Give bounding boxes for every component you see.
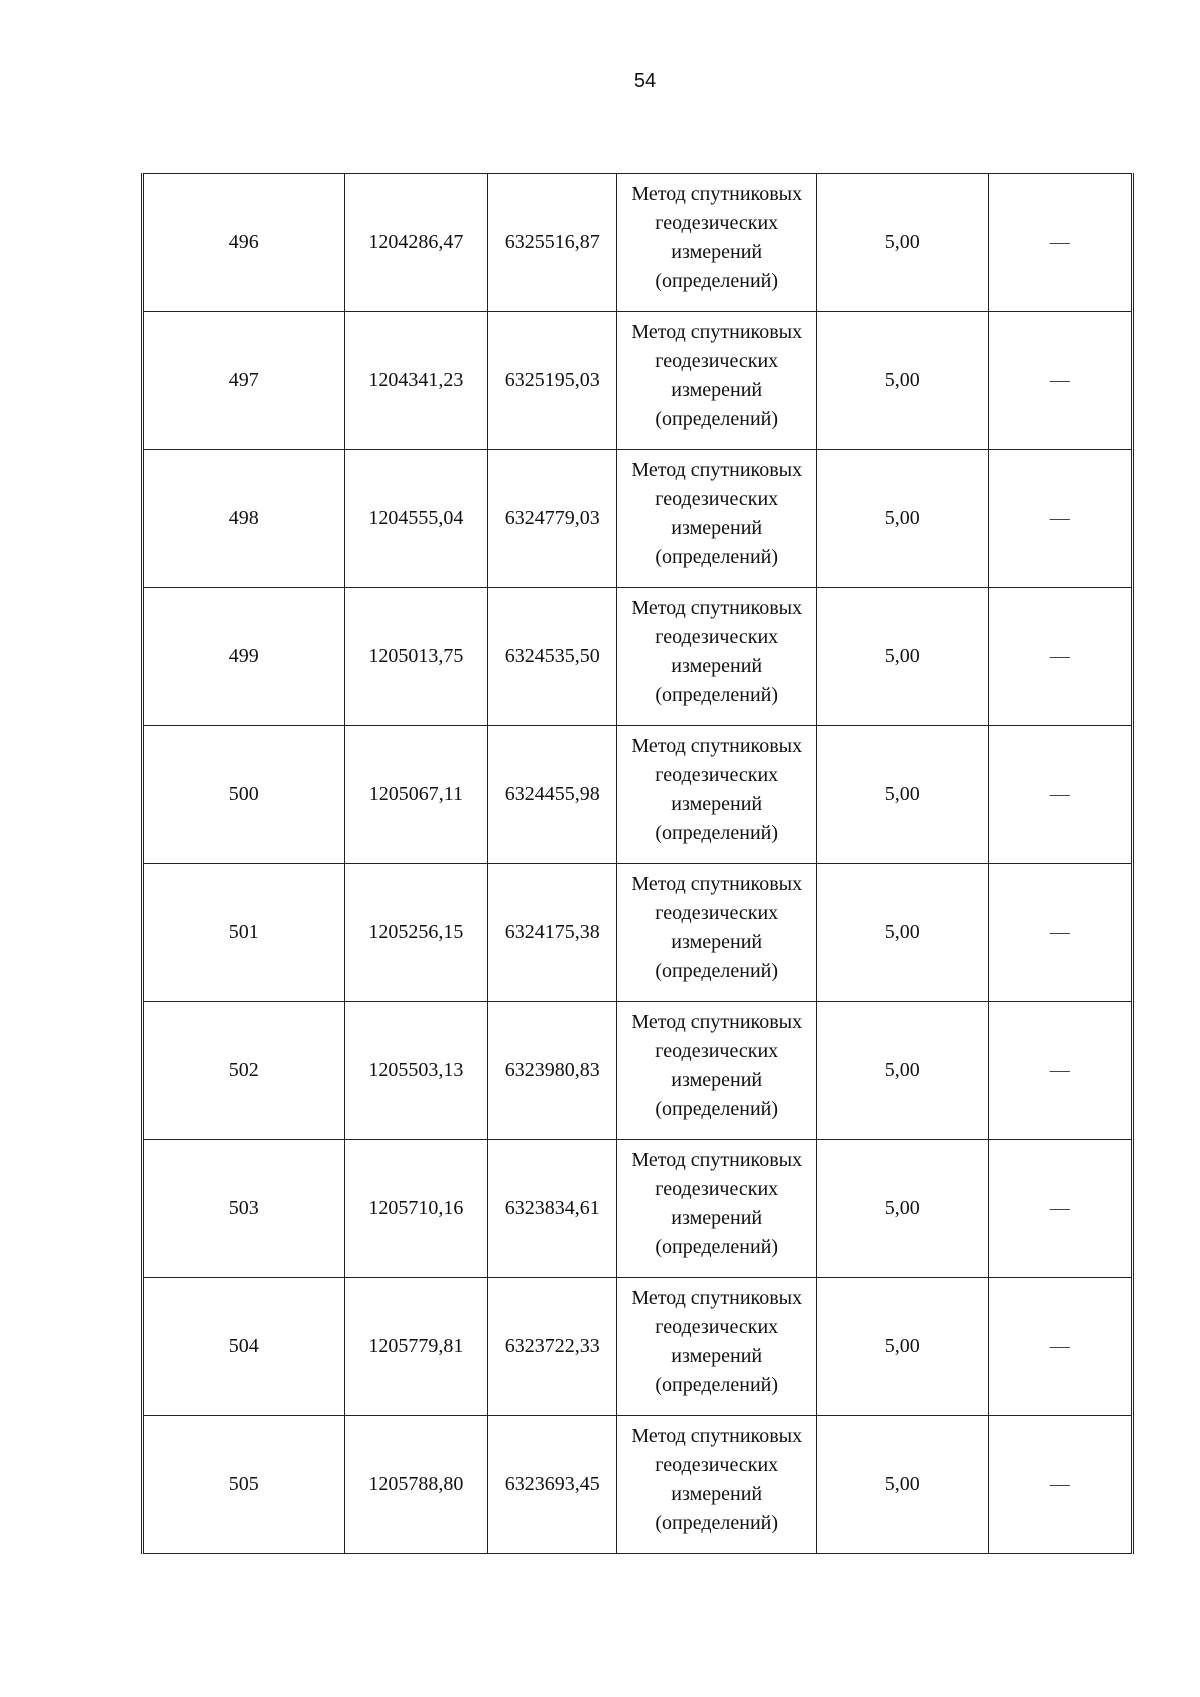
coordinate-y: 6324779,03 (488, 450, 617, 588)
dash-mark: — (1049, 507, 1070, 529)
coordinate-x: 1205067,11 (344, 726, 487, 864)
coordinates-table-container (141, 173, 1134, 1554)
method-text: Метод спутниковых геодезических измерений (определений) (631, 734, 803, 844)
method-cell (617, 864, 817, 1002)
coordinate-y: 6323980,83 (488, 1002, 617, 1140)
coordinates-table (141, 173, 1134, 1554)
point-number: 505 (143, 1416, 345, 1554)
dash-mark: — (1049, 1335, 1070, 1357)
dash-cell (988, 174, 1132, 312)
table-row (143, 1002, 1133, 1140)
method-text: Метод спутниковых геодезических измерений (определений) (631, 320, 803, 430)
table-row (143, 174, 1133, 312)
method-cell (617, 588, 817, 726)
coordinate-y: 6325516,87 (488, 174, 617, 312)
accuracy-value: 5,00 (817, 174, 989, 312)
coordinates-table-body (143, 174, 1133, 1554)
method-cell (617, 1278, 817, 1416)
dash-cell (988, 726, 1132, 864)
method-text: Метод спутниковых геодезических измерений (определений) (631, 872, 803, 982)
point-number: 503 (143, 1140, 345, 1278)
method-text: Метод спутниковых геодезических измерений (определений) (631, 182, 803, 292)
point-number: 498 (143, 450, 345, 588)
coordinate-y: 6323834,61 (488, 1140, 617, 1278)
dash-mark: — (1049, 645, 1070, 667)
dash-cell (988, 1140, 1132, 1278)
point-number: 496 (143, 174, 345, 312)
coordinate-y: 6323693,45 (488, 1416, 617, 1554)
accuracy-value: 5,00 (817, 726, 989, 864)
accuracy-value: 5,00 (817, 1002, 989, 1140)
table-row (143, 726, 1133, 864)
table-row (143, 312, 1133, 450)
method-cell (617, 174, 817, 312)
dash-cell (988, 1002, 1132, 1140)
point-number: 499 (143, 588, 345, 726)
dash-mark: — (1049, 1197, 1070, 1219)
method-text: Метод спутниковых геодезических измерений (определений) (631, 1286, 803, 1396)
method-cell (617, 726, 817, 864)
dash-mark: — (1049, 1059, 1070, 1081)
point-number: 497 (143, 312, 345, 450)
method-cell (617, 1416, 817, 1554)
coordinate-x: 1205788,80 (344, 1416, 487, 1554)
coordinate-y: 6324175,38 (488, 864, 617, 1002)
coordinate-x: 1205256,15 (344, 864, 487, 1002)
point-number: 500 (143, 726, 345, 864)
table-row (143, 1140, 1133, 1278)
method-text: Метод спутниковых геодезических измерений (определений) (631, 458, 803, 568)
accuracy-value: 5,00 (817, 1416, 989, 1554)
table-row (143, 864, 1133, 1002)
table-row (143, 450, 1133, 588)
coordinate-x: 1205013,75 (344, 588, 487, 726)
coordinate-x: 1204341,23 (344, 312, 487, 450)
table-row (143, 588, 1133, 726)
accuracy-value: 5,00 (817, 588, 989, 726)
method-cell (617, 1002, 817, 1140)
dash-cell (988, 450, 1132, 588)
coordinate-y: 6324455,98 (488, 726, 617, 864)
dash-mark: — (1049, 1473, 1070, 1495)
coordinate-y: 6325195,03 (488, 312, 617, 450)
accuracy-value: 5,00 (817, 1140, 989, 1278)
table-row (143, 1278, 1133, 1416)
method-text: Метод спутниковых геодезических измерений (определений) (631, 596, 803, 706)
dash-cell (988, 864, 1132, 1002)
dash-mark: — (1049, 783, 1070, 805)
table-row (143, 1416, 1133, 1554)
coordinate-x: 1204555,04 (344, 450, 487, 588)
coordinate-x: 1205779,81 (344, 1278, 487, 1416)
dash-cell (988, 588, 1132, 726)
accuracy-value: 5,00 (817, 864, 989, 1002)
dash-cell (988, 1278, 1132, 1416)
coordinate-y: 6323722,33 (488, 1278, 617, 1416)
accuracy-value: 5,00 (817, 450, 989, 588)
coordinate-x: 1204286,47 (344, 174, 487, 312)
accuracy-value: 5,00 (817, 1278, 989, 1416)
coordinate-y: 6324535,50 (488, 588, 617, 726)
method-cell (617, 450, 817, 588)
dash-mark: — (1049, 921, 1070, 943)
method-cell (617, 1140, 817, 1278)
dash-cell (988, 1416, 1132, 1554)
dash-mark: — (1049, 231, 1070, 253)
point-number: 501 (143, 864, 345, 1002)
dash-cell (988, 312, 1132, 450)
point-number: 504 (143, 1278, 345, 1416)
coordinate-x: 1205710,16 (344, 1140, 487, 1278)
point-number: 502 (143, 1002, 345, 1140)
method-cell (617, 312, 817, 450)
dash-mark: — (1049, 369, 1070, 391)
accuracy-value: 5,00 (817, 312, 989, 450)
method-text: Метод спутниковых геодезических измерений (определений) (631, 1010, 803, 1120)
page-number: 54 (633, 70, 657, 92)
method-text: Метод спутниковых геодезических измерений (определений) (631, 1424, 803, 1534)
coordinate-x: 1205503,13 (344, 1002, 487, 1140)
method-text: Метод спутниковых геодезических измерений (определений) (631, 1148, 803, 1258)
